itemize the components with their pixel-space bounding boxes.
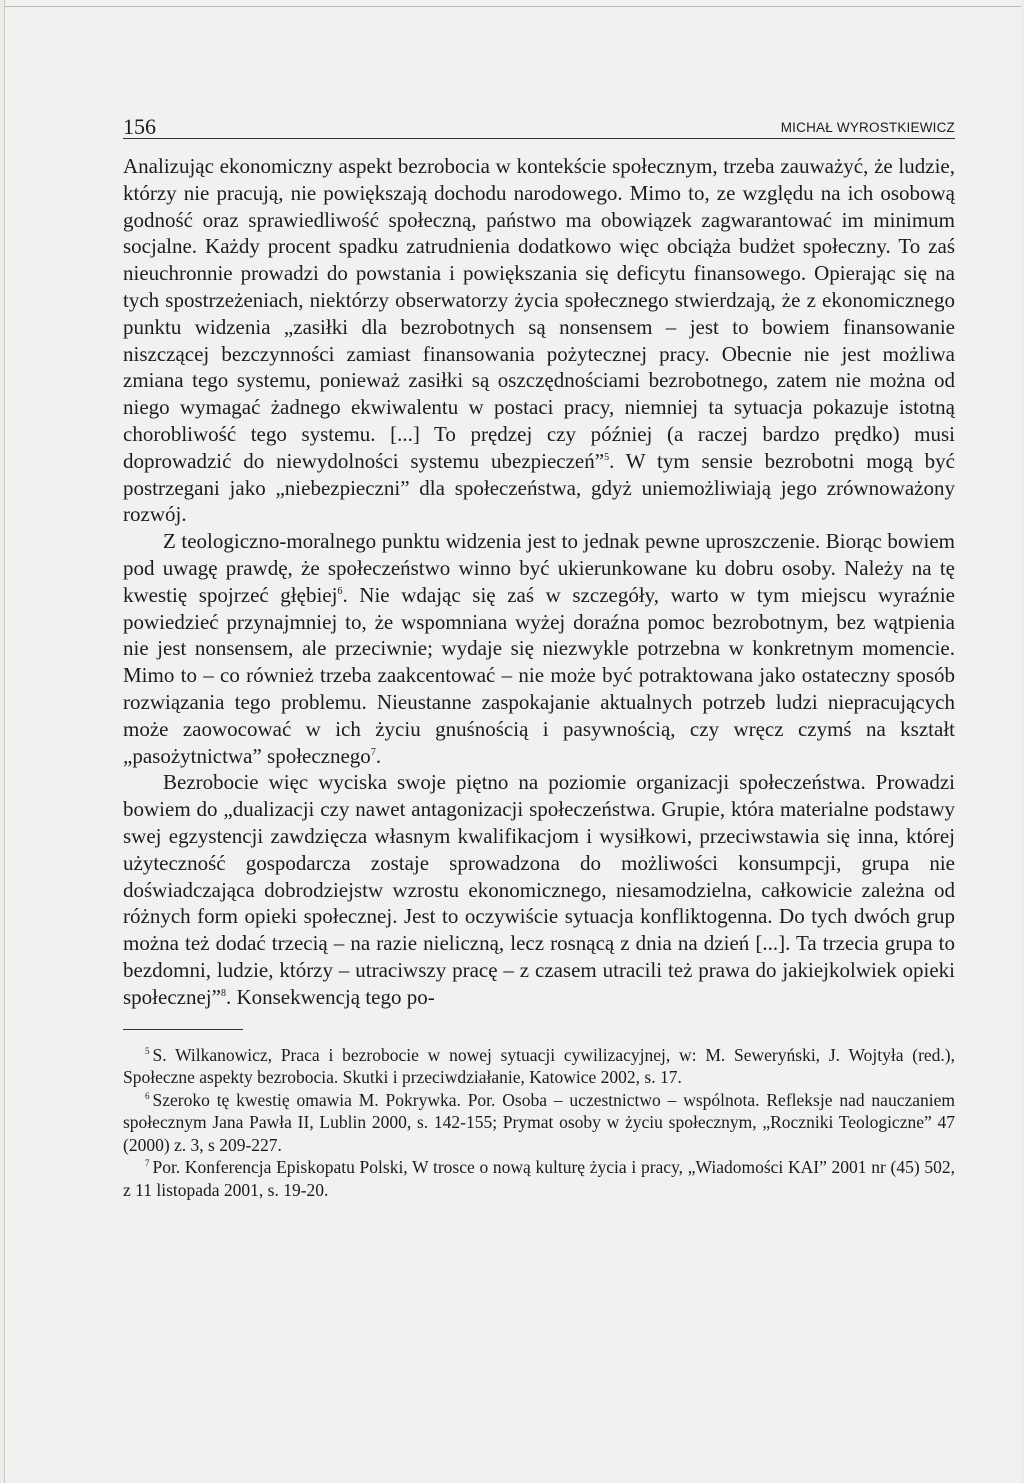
footnote-5: $^5$ S. Wilkanowicz, Praca i bezrobocie w nowej sytuacji cywilizacyjnej, w: M. Seweryński, J. Wojtyła (red.), Społeczne aspekty bezrobocia. Skutki i przeciwdziałanie, Katowice 2002, s. 17. [123, 1044, 955, 1088]
page-number: 156 [123, 114, 156, 139]
footnote-mark: 5 [145, 1045, 150, 1056]
paragraph-1: Analizując ekonomiczny aspekt bezrobocia w kontekście społecznym, trzeba zauważyć, że ludzie, którzy nie pracują, nie powiększają dochodu narodowego. Mimo to, ze względu na ich osobową godność oraz sprawiedliwość społeczną, państwo ma obowiązek zagwarantować im minimum socjalne. Każdy procent spadku zatrudnienia dodatkowo więc obciąża budżet społeczny. To zaś nieuchronnie prowadzi do powstania i powiększania się deficytu finansowego. Opierając się na tych spostrzeżeniach, niektórzy obserwatorzy życia społecznego stwierdzają, że z ekonomicznego punktu widzenia „zasiłki dla bezrobotnych są nonsensem – jest to bowiem finansowanie niszczącej bezczynności zamiast finansowania pożytecznej pracy. Obecnie nie jest możliwa zmiana tego systemu, ponieważ zasiłki są oszczędnościami bezrobotnego, zatem nie można od niego wymagać żadnego ekwiwalentu w postaci pracy, niemniej ta sytuacja pokazuje istotną chorobliwość tego systemu. [...] To prędzej czy później (a raczej bardzo prędko) musi doprowadzić do niewydolności systemu ubezpieczeń”$^5$. W tym sensie bezrobotni mogą być postrzegani jako „niebezpieczni” dla społeczeństwa, gdyż uniemożliwiają jego zrównoważony rozwój. [123, 154, 955, 527]
footnote-mark: 6 [145, 1090, 150, 1101]
footnote-ref-6[interactable]: 6 [337, 585, 343, 597]
footnote-7: $^7$ Por. Konferencja Episkopatu Polski, W trosce o nową kulturę życia i pracy, „Wiadomości KAI” 2001 nr (45) 502, z 11 listopada 2001, s. 19-20. [123, 1157, 955, 1201]
paragraph-2: Z teologiczno-moralnego punktu widzenia jest to jednak pewne uproszczenie. Biorąc bowiem pod uwagę prawdę, że społeczeństwo winno być ukierunkowane ku dobru osoby. Należy na tę kwestię spojrzeć głębiej$^6$. Nie wdając się zaś w szczegóły, warto w tym miejscu wyraźnie powiedzieć przynajmniej to, że wspomniana wyżej doraźna pomoc bezrobotnym, bez wątpienia nie jest nonsensem, ale przeciwnie; wydaje się niezwykle potrzebna w konkretnym momencie. Mimo to – co również trzeba zaakcentować – nie może być potraktowana jako ostateczny sposób rozwiązania tego problemu. Nieustanne zaspokajanie aktualnych potrzeb ludzi niepracujących może zaowocować w ich życiu gnuśnością i pasywnością, czy wręcz czymś na kształt „pasożytnictwa” społecznego$^7$. [123, 529, 955, 768]
running-author: MICHAŁ WYROSTKIEWICZ [780, 120, 955, 135]
footnote-separator [123, 1029, 243, 1030]
footnotes [123, 1044, 955, 1202]
footnote-ref-7[interactable]: 7 [370, 746, 376, 758]
footnote-mark: 7 [145, 1158, 150, 1169]
footnote-ref-5[interactable]: 5 [604, 451, 610, 463]
footnote-6: $^6$ Szeroko tę kwestię omawia M. Pokrywka. Por. Osoba – uczestnictwo – wspólnota. Refleksje nad nauczaniem społecznym Jana Pawła II, Lublin 2000, s. 142-155; Prymat osoby w życiu społecznym, „Roczniki Teologiczne” 47 (2000) z. 3, s 209-227. [123, 1089, 955, 1155]
paragraph-3: Bezrobocie więc wyciska swoje piętno na poziomie organizacji społeczeństwa. Prowadzi bowiem do „dualizacji czy nawet antagonizacji społeczeństwa. Grupie, która materialne podstawy swej egzystencji zawdzięcza własnym kwalifikacjom i wysiłkowi, przeciwstawia się inna, której użyteczność gospodarcza zostaje sprowadzona do możliwości konsumpcji, grupa nie doświadczająca dobrodziejstw wzrostu ekonomicznego, niesamodzielna, całkowicie zależna od różnych form opieki społecznej. Jest to oczywiście sytuacja konfliktogenna. Do tych dwóch grup można też dodać trzecią – na razie nieliczną, lecz rosnącą z dnia na dzień [...]. Ta trzecia grupa to bezdomni, ludzie, którzy – utraciwszy pracę – z czasem utracili też prawa do jakiejkolwiek opieki społecznej”$^8$. Konsekwencją tego po- [123, 770, 955, 1009]
text-column [123, 108, 955, 1202]
page-top-edge [5, 6, 1021, 7]
running-head [123, 108, 955, 139]
scanned-page [4, 0, 1021, 1483]
footnote-ref-8[interactable]: 8 [220, 987, 226, 999]
body-text [123, 153, 955, 1011]
